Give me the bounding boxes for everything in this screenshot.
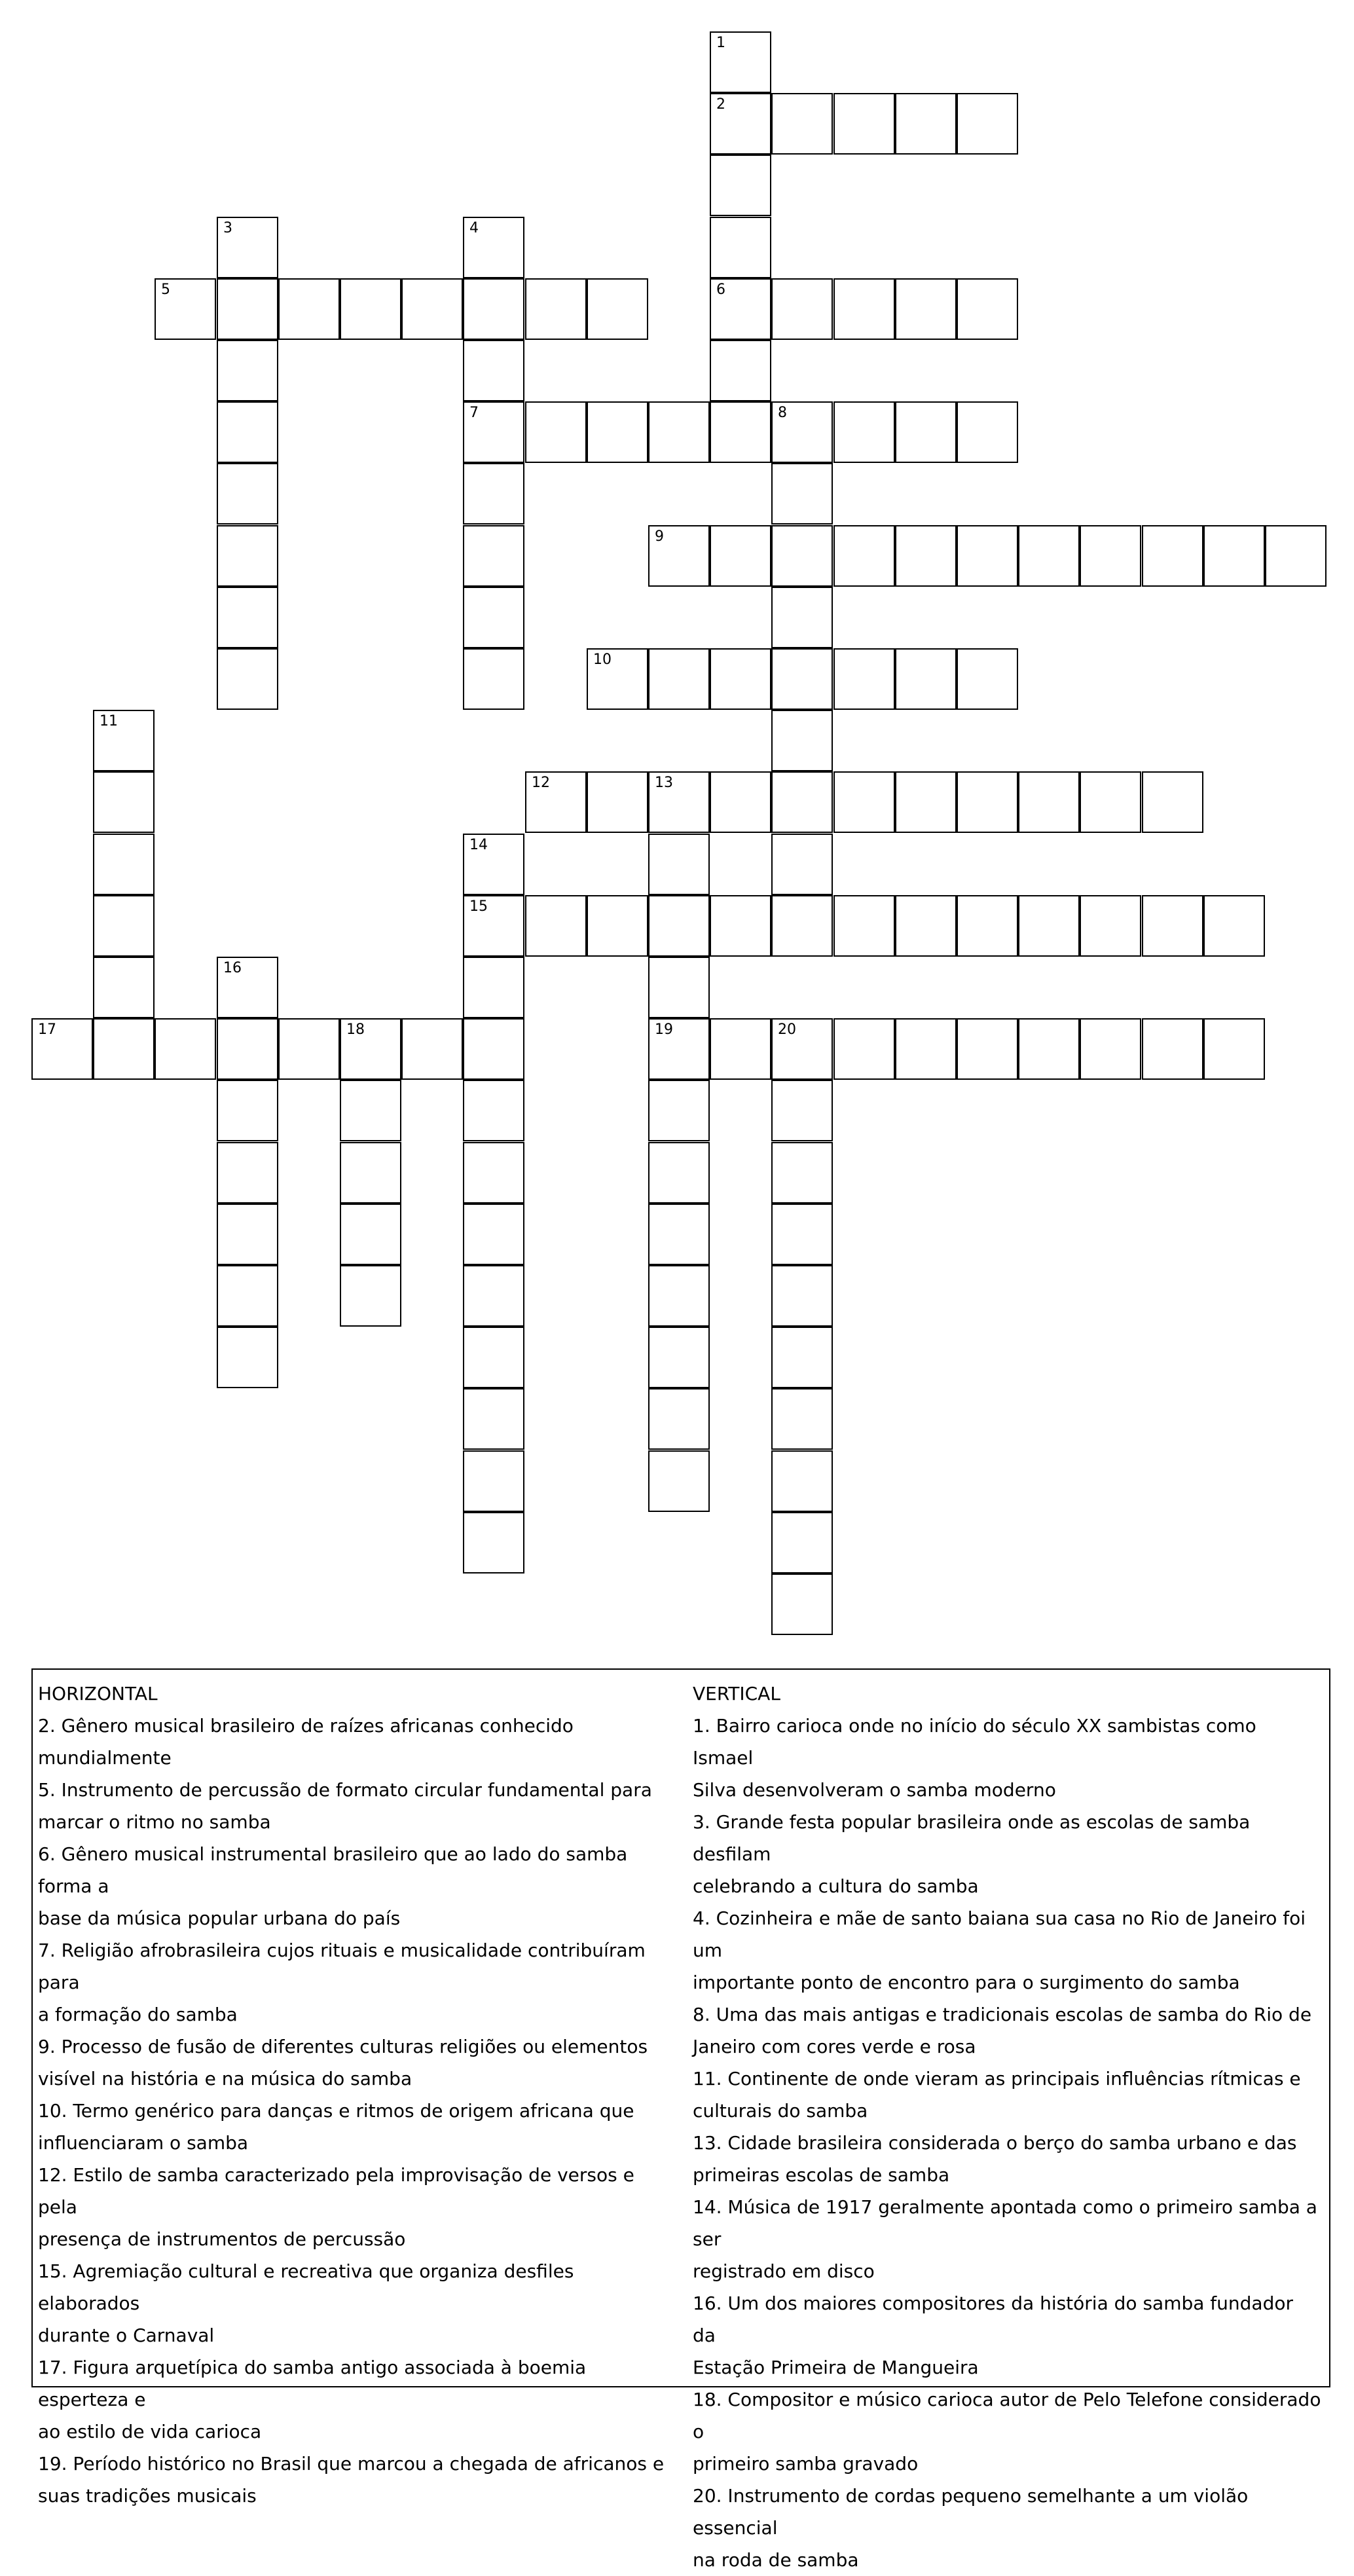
grid-cell[interactable] xyxy=(1080,895,1141,957)
grid-cell[interactable] xyxy=(710,278,771,340)
clue-number: 20 xyxy=(778,1021,796,1038)
down-clues-column xyxy=(693,1678,1321,2576)
clue-number: 19 xyxy=(655,1021,673,1038)
grid-cell[interactable] xyxy=(217,1142,278,1204)
across-heading: HORIZONTAL xyxy=(38,1683,158,1704)
grid-cell[interactable] xyxy=(340,1080,401,1141)
down-clue-line: celebrando a cultura do samba xyxy=(693,1875,979,1897)
down-clue-line: primeiras escolas de samba xyxy=(693,2164,950,2186)
grid-cell[interactable] xyxy=(957,771,1018,833)
grid-cell[interactable] xyxy=(833,525,895,587)
grid-cell[interactable] xyxy=(957,525,1018,587)
grid-cell[interactable] xyxy=(31,1018,93,1080)
grid-cell[interactable] xyxy=(710,401,771,463)
grid-cell[interactable] xyxy=(771,1512,833,1573)
grid-cell[interactable] xyxy=(771,1388,833,1450)
grid-cell[interactable] xyxy=(895,895,957,957)
grid-cell[interactable] xyxy=(217,1018,278,1080)
grid-cell[interactable] xyxy=(771,834,833,895)
grid-cell[interactable] xyxy=(895,401,957,463)
grid-cell[interactable] xyxy=(217,463,278,524)
grid-cell[interactable] xyxy=(463,1080,524,1141)
across-clue-line: 6. Gênero musical instrumental brasileiro que ao lado do samba forma a xyxy=(38,1843,628,1897)
grid-cell[interactable] xyxy=(771,525,833,587)
grid-cell[interactable] xyxy=(463,957,524,1018)
across-clue-line: mundialmente xyxy=(38,1747,172,1769)
grid-cell[interactable] xyxy=(463,1265,524,1327)
grid-cell[interactable] xyxy=(648,401,710,463)
grid-cell[interactable] xyxy=(463,1450,524,1512)
grid-cell[interactable] xyxy=(771,278,833,340)
grid-cell[interactable] xyxy=(217,587,278,648)
clue-number: 15 xyxy=(469,898,488,915)
grid-cell[interactable] xyxy=(93,957,155,1018)
grid-cell[interactable] xyxy=(895,771,957,833)
down-clue-line: 4. Cozinheira e mãe de santo baiana sua casa no Rio de Janeiro foi um xyxy=(693,1907,1306,1961)
grid-cell[interactable] xyxy=(217,217,278,278)
grid-cell[interactable] xyxy=(957,1018,1018,1080)
grid-cell[interactable] xyxy=(587,771,648,833)
grid-cell[interactable] xyxy=(833,1018,895,1080)
clue-number: 14 xyxy=(469,837,488,853)
across-clue-line: 12. Estilo de samba caracterizado pela improvisação de versos e pela xyxy=(38,2164,634,2218)
grid-cell[interactable] xyxy=(648,957,710,1018)
clue-number: 6 xyxy=(716,282,725,298)
grid-cell[interactable] xyxy=(525,771,587,833)
grid-cell[interactable] xyxy=(833,278,895,340)
down-clue-line: na roda de samba xyxy=(693,2549,859,2571)
across-clue-line: 15. Agremiação cultural e recreativa que organiza desfiles elaborados xyxy=(38,2260,574,2314)
grid-cell[interactable] xyxy=(340,1018,401,1080)
grid-cell[interactable] xyxy=(710,648,771,710)
grid-cell[interactable] xyxy=(463,217,524,278)
clue-number: 4 xyxy=(469,220,479,236)
down-clue-line: 3. Grande festa popular brasileira onde as escolas de samba desfilam xyxy=(693,1811,1251,1865)
grid-cell[interactable] xyxy=(93,771,155,833)
grid-cell[interactable] xyxy=(957,278,1018,340)
clue-number: 2 xyxy=(716,96,725,113)
clue-number: 1 xyxy=(716,35,725,51)
grid-cell[interactable] xyxy=(401,278,463,340)
grid-cell[interactable] xyxy=(771,587,833,648)
grid-cell[interactable] xyxy=(587,895,648,957)
down-clue-line: Silva desenvolveram o samba moderno xyxy=(693,1779,1056,1801)
clue-number: 9 xyxy=(655,528,664,545)
grid-cell[interactable] xyxy=(463,525,524,587)
clue-number: 16 xyxy=(223,960,242,976)
grid-cell[interactable] xyxy=(1018,1018,1080,1080)
grid-cell[interactable] xyxy=(771,1327,833,1388)
grid-cell[interactable] xyxy=(463,587,524,648)
grid-cell[interactable] xyxy=(278,1018,340,1080)
grid-cell[interactable] xyxy=(1080,771,1141,833)
clue-number: 8 xyxy=(778,405,787,421)
grid-cell[interactable] xyxy=(463,1018,524,1080)
down-clue-line: importante ponto de encontro para o surgimento do samba xyxy=(693,1972,1240,1993)
grid-cell[interactable] xyxy=(217,278,278,340)
grid-cell[interactable] xyxy=(957,895,1018,957)
grid-cell[interactable] xyxy=(833,401,895,463)
grid-cell[interactable] xyxy=(771,1018,833,1080)
grid-cell[interactable] xyxy=(957,648,1018,710)
grid-cell[interactable] xyxy=(648,1450,710,1512)
grid-cell[interactable] xyxy=(710,525,771,587)
down-clue-line: 18. Compositor e músico carioca autor de Pelo Telefone considerado o xyxy=(693,2389,1321,2442)
grid-cell[interactable] xyxy=(525,895,587,957)
across-clue-line: marcar o ritmo no samba xyxy=(38,1811,271,1833)
grid-cell[interactable] xyxy=(217,1327,278,1388)
grid-cell[interactable] xyxy=(895,1018,957,1080)
clue-number: 18 xyxy=(346,1021,365,1038)
down-clue-line: 13. Cidade brasileira considerada o berço do samba urbano e das xyxy=(693,2132,1297,2154)
grid-cell[interactable] xyxy=(771,648,833,710)
down-clue-line: Estação Primeira de Mangueira xyxy=(693,2357,979,2378)
grid-cell[interactable] xyxy=(587,401,648,463)
across-clue-line: 9. Processo de fusão de diferentes culturas religiões ou elementos xyxy=(38,2036,648,2057)
grid-cell[interactable] xyxy=(463,340,524,401)
grid-cell[interactable] xyxy=(587,648,648,710)
across-clue-line: visível na história e na música do samba xyxy=(38,2068,412,2089)
grid-cell[interactable] xyxy=(771,463,833,524)
grid-cell[interactable] xyxy=(217,1204,278,1265)
grid-cell[interactable] xyxy=(833,93,895,155)
down-clue-line: 14. Música de 1917 geralmente apontada como o primeiro samba a ser xyxy=(693,2196,1317,2250)
grid-cell[interactable] xyxy=(771,401,833,463)
clue-number: 17 xyxy=(38,1021,56,1038)
grid-cell[interactable] xyxy=(771,1573,833,1635)
grid-cell[interactable] xyxy=(1018,895,1080,957)
grid-cell[interactable] xyxy=(463,1388,524,1450)
across-clue-line: influenciaram o samba xyxy=(38,2132,249,2154)
across-clue-line: base da música popular urbana do país xyxy=(38,1907,401,1929)
grid-cell[interactable] xyxy=(1018,771,1080,833)
down-clue-line: 8. Uma das mais antigas e tradicionais escolas de samba do Rio de xyxy=(693,2004,1312,2025)
grid-cell[interactable] xyxy=(1080,525,1141,587)
grid-cell[interactable] xyxy=(771,771,833,833)
across-clue-line: 7. Religião afrobrasileira cujos rituais e musicalidade contribuíram para xyxy=(38,1940,646,1993)
across-clue-line: ao estilo de vida carioca xyxy=(38,2421,262,2442)
grid-cell[interactable] xyxy=(771,1142,833,1204)
grid-cell[interactable] xyxy=(895,648,957,710)
grid-cell[interactable] xyxy=(93,834,155,895)
grid-cell[interactable] xyxy=(648,525,710,587)
grid-cell[interactable] xyxy=(1203,525,1265,587)
grid-cell[interactable] xyxy=(771,1450,833,1512)
across-clues-column xyxy=(38,1678,667,2512)
grid-cell[interactable] xyxy=(525,278,587,340)
grid-cell[interactable] xyxy=(93,895,155,957)
across-clue-line: 5. Instrumento de percussão de formato circular fundamental para xyxy=(38,1779,652,1801)
grid-cell[interactable] xyxy=(1142,895,1203,957)
clues-panel xyxy=(31,1668,1330,2571)
grid-cell[interactable] xyxy=(771,710,833,771)
grid-cell[interactable] xyxy=(463,463,524,524)
grid-cell[interactable] xyxy=(217,525,278,587)
grid-cell[interactable] xyxy=(155,1018,216,1080)
grid-cell[interactable] xyxy=(710,1018,771,1080)
down-clue-line: Janeiro com cores verde e rosa xyxy=(693,2036,976,2057)
grid-cell[interactable] xyxy=(648,895,710,957)
across-clue-line: 10. Termo genérico para danças e ritmos de origem africana que xyxy=(38,2100,634,2122)
grid-cell[interactable] xyxy=(217,340,278,401)
down-clue-line: primeiro samba gravado xyxy=(693,2453,919,2475)
down-clue-line: 20. Instrumento de cordas pequeno semelhante a um violão essencial xyxy=(693,2485,1249,2539)
grid-cell[interactable] xyxy=(648,648,710,710)
grid-cell[interactable] xyxy=(463,1327,524,1388)
grid-cell[interactable] xyxy=(1203,895,1265,957)
grid-cell[interactable] xyxy=(93,1018,155,1080)
grid-cell[interactable] xyxy=(463,895,524,957)
grid-cell[interactable] xyxy=(93,710,155,771)
grid-cell[interactable] xyxy=(1142,1018,1203,1080)
down-clue-line: registrado em disco xyxy=(693,2260,875,2282)
grid-cell[interactable] xyxy=(710,217,771,278)
grid-cell[interactable] xyxy=(525,401,587,463)
down-clue-line: 11. Continente de onde vieram as principais influências rítmicas e xyxy=(693,2068,1301,2089)
grid-cell[interactable] xyxy=(587,278,648,340)
grid-cell[interactable] xyxy=(710,771,771,833)
grid-cell[interactable] xyxy=(1203,1018,1265,1080)
grid-cell[interactable] xyxy=(648,834,710,895)
clue-number: 10 xyxy=(593,652,612,668)
clue-number: 5 xyxy=(161,282,170,298)
grid-cell[interactable] xyxy=(833,771,895,833)
grid-cell[interactable] xyxy=(463,834,524,895)
down-heading: VERTICAL xyxy=(693,1683,780,1704)
across-clue-line: 19. Período histórico no Brasil que marcou a chegada de africanos e xyxy=(38,2453,665,2475)
grid-cell[interactable] xyxy=(771,93,833,155)
clue-number: 11 xyxy=(100,713,118,729)
across-clue-line: durante o Carnaval xyxy=(38,2325,215,2346)
grid-cell[interactable] xyxy=(217,1265,278,1327)
grid-cell[interactable] xyxy=(217,957,278,1018)
down-clue-line: culturais do samba xyxy=(693,2100,868,2122)
grid-cell[interactable] xyxy=(833,648,895,710)
grid-cell[interactable] xyxy=(1265,525,1327,587)
grid-cell[interactable] xyxy=(155,278,216,340)
grid-cell[interactable] xyxy=(340,1142,401,1204)
grid-cell[interactable] xyxy=(957,93,1018,155)
down-clue-line: 16. Um dos maiores compositores da história do samba fundador da xyxy=(693,2292,1293,2346)
grid-cell[interactable] xyxy=(771,1204,833,1265)
across-clue-line: a formação do samba xyxy=(38,2004,238,2025)
grid-cell[interactable] xyxy=(648,771,710,833)
grid-cell[interactable] xyxy=(771,1080,833,1141)
grid-cell[interactable] xyxy=(771,895,833,957)
grid-cell[interactable] xyxy=(710,895,771,957)
clue-number: 3 xyxy=(223,220,232,236)
grid-cell[interactable] xyxy=(340,278,401,340)
grid-cell[interactable] xyxy=(1142,771,1203,833)
grid-cell[interactable] xyxy=(957,401,1018,463)
grid-cell[interactable] xyxy=(340,1204,401,1265)
grid-cell[interactable] xyxy=(1018,525,1080,587)
grid-cell[interactable] xyxy=(278,278,340,340)
grid-cell[interactable] xyxy=(463,648,524,710)
across-clue-line: presença de instrumentos de percussão xyxy=(38,2228,406,2250)
grid-cell[interactable] xyxy=(217,401,278,463)
grid-cell[interactable] xyxy=(463,278,524,340)
grid-cell[interactable] xyxy=(648,1265,710,1327)
across-clue-line: 2. Gênero musical brasileiro de raízes africanas conhecido xyxy=(38,1715,574,1737)
clue-number: 7 xyxy=(469,405,479,421)
grid-cell[interactable] xyxy=(895,93,957,155)
grid-cell[interactable] xyxy=(463,1204,524,1265)
grid-cell[interactable] xyxy=(401,1018,463,1080)
grid-cell[interactable] xyxy=(340,1265,401,1327)
grid-cell[interactable] xyxy=(463,1142,524,1204)
grid-cell[interactable] xyxy=(833,895,895,957)
grid-cell[interactable] xyxy=(648,1018,710,1080)
grid-cell[interactable] xyxy=(895,525,957,587)
grid-cell[interactable] xyxy=(710,155,771,216)
grid-cell[interactable] xyxy=(648,1388,710,1450)
down-clue-line: 1. Bairro carioca onde no início do século XX sambistas como Ismael xyxy=(693,1715,1256,1769)
grid-cell[interactable] xyxy=(771,1265,833,1327)
grid-cell[interactable] xyxy=(895,278,957,340)
grid-cell[interactable] xyxy=(217,648,278,710)
grid-cell[interactable] xyxy=(710,93,771,155)
grid-cell[interactable] xyxy=(463,1512,524,1573)
grid-cell[interactable] xyxy=(1142,525,1203,587)
grid-cell[interactable] xyxy=(648,1327,710,1388)
grid-cell[interactable] xyxy=(648,1204,710,1265)
grid-cell[interactable] xyxy=(217,1080,278,1141)
grid-cell[interactable] xyxy=(648,1080,710,1141)
clue-number: 13 xyxy=(655,775,673,791)
across-clue-line: suas tradições musicais xyxy=(38,2485,257,2507)
clue-number: 12 xyxy=(532,775,550,791)
grid-cell[interactable] xyxy=(1080,1018,1141,1080)
grid-cell[interactable] xyxy=(648,1142,710,1204)
grid-cell[interactable] xyxy=(710,31,771,93)
grid-cell[interactable] xyxy=(710,340,771,401)
grid-cell[interactable] xyxy=(463,401,524,463)
across-clue-line: 17. Figura arquetípica do samba antigo associada à boemia esperteza e xyxy=(38,2357,587,2410)
